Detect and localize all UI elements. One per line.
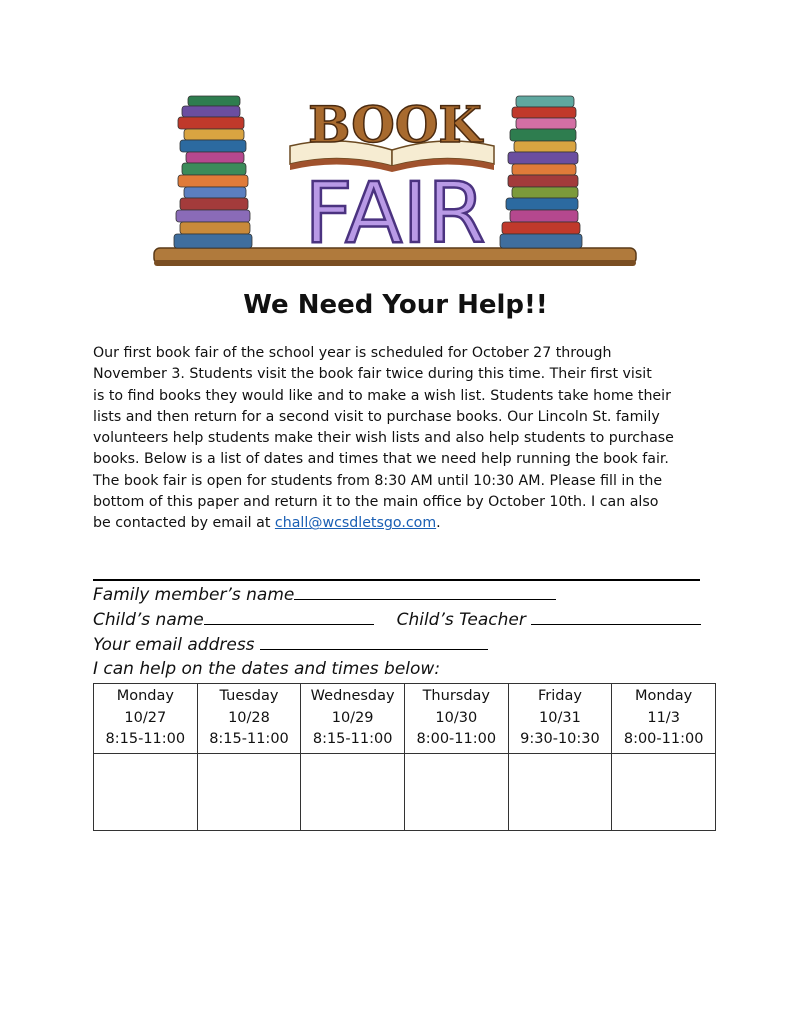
child-name-label: Child’s name — [93, 610, 204, 630]
banner-word-fair: FAIR — [304, 164, 486, 262]
day-time: 9:30-10:30 — [520, 731, 600, 747]
schedule-header-cell — [612, 684, 716, 754]
day-name: Thursday — [422, 688, 491, 704]
day-date: 10/31 — [539, 709, 581, 726]
body-line: volunteers help students make their wish lists and also help students to purchase — [93, 430, 674, 447]
book-fair-banner — [150, 88, 640, 278]
signup-cell-wednesday-1029[interactable] — [301, 753, 405, 830]
body-line-last — [93, 513, 703, 534]
schedule-header-cell — [197, 684, 301, 754]
day-time: 8:15-11:00 — [209, 731, 289, 747]
body-line: bottom of this paper and return it to the main office by October 10th. I can also — [93, 494, 659, 511]
day-time: 8:15-11:00 — [105, 731, 186, 747]
schedule-header-cell — [301, 684, 405, 754]
body-line: Our first book fair of the school year is scheduled for October 27 through — [93, 345, 612, 361]
day-name: Monday — [635, 688, 693, 704]
signup-cell-monday-113[interactable] — [612, 753, 716, 830]
day-time: 8:15-11:00 — [312, 731, 393, 747]
banner-word-book: BOOK — [308, 95, 482, 154]
schedule-header-cell — [404, 684, 508, 754]
child-teacher-blank[interactable] — [531, 609, 701, 625]
child-name-blank[interactable] — [204, 609, 374, 625]
email-label: Your email address — [93, 635, 255, 655]
day-name: Wednesday — [310, 688, 395, 704]
signup-cell-thursday-1030[interactable] — [404, 753, 508, 830]
day-date: 10/30 — [435, 709, 478, 726]
day-name: Tuesday — [219, 688, 279, 704]
day-name: Monday — [116, 688, 174, 704]
day-time: 8:00-11:00 — [623, 731, 704, 747]
schedule-table — [93, 683, 716, 831]
child-teacher-label: Child’s Teacher — [396, 610, 526, 630]
schedule-header-cell — [94, 684, 198, 754]
email-row — [93, 634, 488, 655]
email-suffix: . — [436, 515, 441, 532]
body-line: November 3. Students visit the book fair twice during this time. Their first visit — [93, 366, 652, 383]
child-row — [93, 609, 701, 630]
family-member-row — [93, 584, 556, 605]
body-line: The book fair is open for students from 8:30 AM until 10:30 AM. Please fill in the — [93, 472, 663, 489]
schedule-header-row — [94, 684, 716, 754]
family-member-label: Family member’s name — [93, 585, 295, 605]
email-prefix: be contacted by email at — [93, 515, 275, 532]
dates-instruction: I can help on the dates and times below: — [93, 659, 441, 679]
day-time: 8:00-11:00 — [416, 731, 497, 747]
divider-line — [93, 579, 700, 581]
day-name: Friday — [537, 688, 582, 704]
email-link[interactable]: chall@wcsdletsgo.com — [274, 515, 437, 532]
day-date: 11/3 — [647, 709, 680, 726]
signup-cell-friday-1031[interactable] — [508, 753, 612, 830]
signup-row — [94, 753, 716, 830]
family-member-blank[interactable] — [294, 584, 556, 600]
signup-cell-monday-1027[interactable] — [94, 753, 198, 830]
page-title: We Need Your Help!! — [243, 290, 548, 320]
schedule-header-cell — [508, 684, 612, 754]
left-book-stack — [174, 96, 252, 248]
day-date: 10/28 — [228, 709, 270, 726]
body-line: books. Below is a list of dates and times that we need help running the book fair. — [93, 451, 669, 468]
signup-cell-tuesday-1028[interactable] — [197, 753, 301, 830]
body-line: is to find books they would like and to make a wish list. Students take home their — [93, 387, 671, 404]
day-date: 10/29 — [331, 709, 374, 726]
right-book-stack — [500, 96, 582, 248]
body-paragraph — [93, 343, 703, 535]
body-line: lists and then return for a second visit to purchase books. Our Lincoln St. family — [93, 408, 660, 425]
email-blank[interactable] — [260, 634, 488, 650]
day-date: 10/27 — [124, 709, 167, 726]
